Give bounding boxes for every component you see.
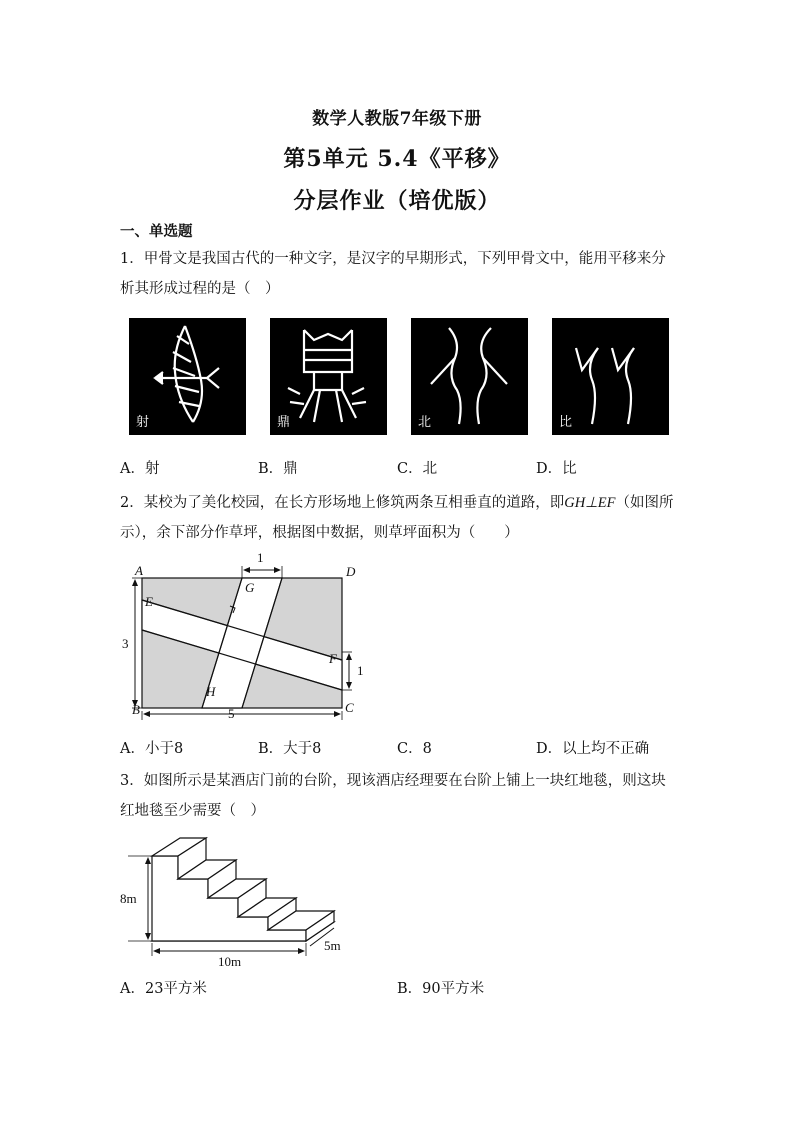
oracle-tile-bei: [411, 318, 528, 435]
dim-right: 1: [357, 663, 364, 678]
q1-option-a[interactable]: A．射: [120, 461, 160, 477]
section-heading: 一、单选题: [120, 223, 193, 240]
tile-label-bi: 比: [559, 415, 573, 430]
doc-title-line1: 数学人教版7年级下册: [312, 109, 482, 129]
q2-rectangle-figure: [120, 548, 380, 723]
tile-label-she: 射: [136, 415, 150, 430]
question-3-text: 3．如图所示是某酒店门前的台阶，现该酒店经理要在台阶上铺上一块红地毯，则这块红地毯至少需要（ ）: [120, 773, 666, 819]
dim-left: 3: [122, 636, 129, 651]
tile-label-ding: 鼎: [277, 415, 291, 430]
dim-bottom: 5: [228, 706, 235, 721]
label-f: F: [329, 651, 337, 666]
q2-text-before: 2．某校为了美化校园，在长方形场地上修筑两条互相垂直的道路，即: [120, 495, 565, 511]
label-e: E: [145, 594, 153, 609]
label-c: C: [345, 700, 354, 715]
q2-option-d[interactable]: D．以上均不正确: [536, 741, 650, 757]
doc-title-line3: 分层作业（培优版）: [293, 188, 501, 214]
q3-stairs-figure: [118, 826, 358, 971]
q2-option-a[interactable]: A．小于8: [120, 741, 184, 757]
label-g: G: [245, 580, 255, 595]
label-h: H: [206, 684, 216, 699]
oracle-tile-ding: [270, 318, 387, 435]
q2-math: GH⊥EF: [564, 495, 616, 511]
label-b: B: [132, 702, 140, 717]
q2-option-c[interactable]: C．8: [397, 741, 432, 757]
q1-option-c[interactable]: C．北: [397, 461, 438, 477]
dim-width: 5m: [324, 938, 341, 953]
dim-top: 1: [257, 550, 264, 565]
label-a: A: [135, 563, 143, 578]
q3-option-a[interactable]: A．23平方米: [120, 981, 207, 997]
q2-option-b[interactable]: B．大于8: [258, 741, 322, 757]
question-2-text: [120, 488, 680, 548]
question-1-text: 1．甲骨文是我国古代的一种文字，是汉字的早期形式，下列甲骨文中，能用平移来分析其形成过程的是（ ）: [120, 251, 666, 297]
oracle-tile-bi: [552, 318, 669, 435]
q2-text-after: （如图所示），余下部分作草坪，根据图中数据，则草坪面积为（ ）: [120, 495, 674, 541]
q1-option-d[interactable]: D．比: [536, 461, 577, 477]
doc-title-line2: 第5单元 5.4《平移》: [283, 146, 511, 172]
dim-height: 8m: [120, 891, 137, 906]
q1-option-b[interactable]: B．鼎: [258, 461, 298, 477]
tile-label-bei: 北: [418, 415, 432, 430]
oracle-tile-she: [129, 318, 246, 435]
q3-option-b[interactable]: B．90平方米: [397, 981, 485, 997]
label-d: D: [346, 564, 356, 579]
dim-length: 10m: [218, 954, 242, 969]
